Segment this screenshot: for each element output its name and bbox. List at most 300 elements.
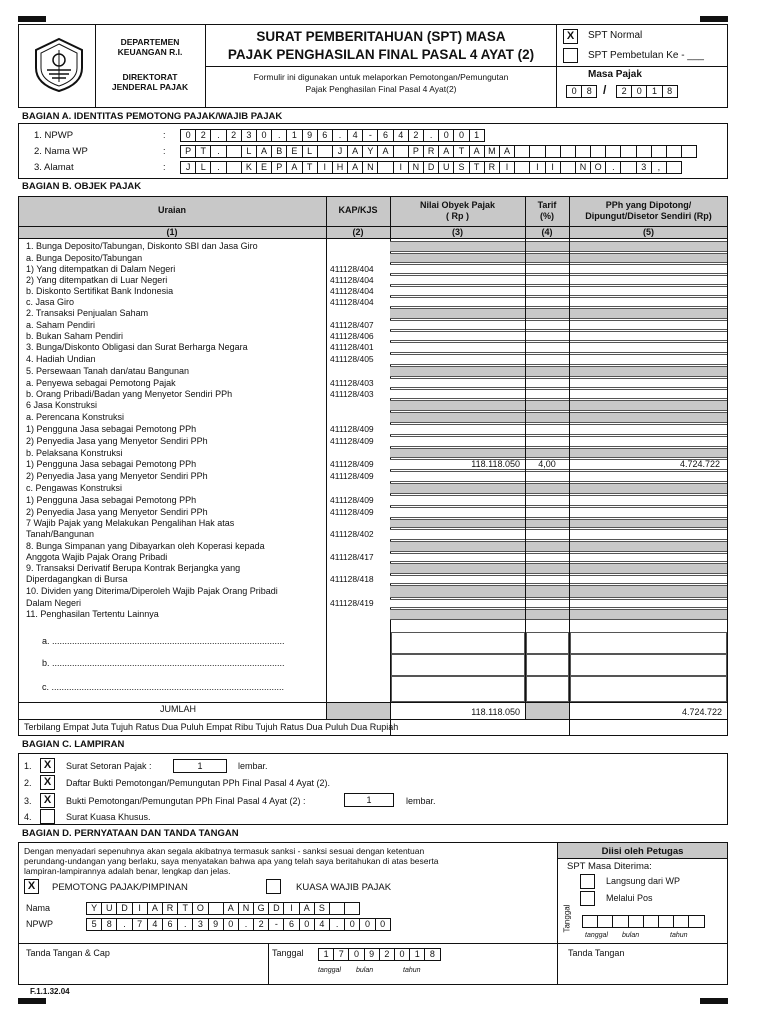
npwp-label: 1. NPWP <box>34 130 74 141</box>
char-cell[interactable] <box>628 915 644 928</box>
char-cell[interactable]: 0 <box>631 85 647 98</box>
char-cell[interactable]: G <box>253 902 269 915</box>
char-cell[interactable]: - <box>268 918 284 931</box>
header-nilai: Nilai Obyek Pajak <box>419 200 496 210</box>
char-cell[interactable]: 0 <box>299 918 315 931</box>
char-cell[interactable] <box>514 161 530 174</box>
table-row <box>22 518 728 528</box>
char-cell[interactable]: 1 <box>646 85 662 98</box>
registration-mark <box>18 998 46 1004</box>
pos-label: Melalui Pos <box>606 893 653 903</box>
directorate-2: JENDERAL PAJAK <box>111 82 189 92</box>
nama-label: 2. Nama WP <box>34 146 88 157</box>
char-cell[interactable]: 9 <box>208 918 224 931</box>
row-k: 411128/417 <box>330 552 374 562</box>
form-desc-2: Pajak Penghasilan Final Pasal 4 Ayat(2) <box>305 84 457 94</box>
char-cell[interactable]: 2 <box>379 948 395 961</box>
char-cell[interactable] <box>317 145 333 158</box>
char-cell[interactable]: A <box>286 161 302 174</box>
row-u: Diperdagangkan di Bursa <box>26 574 128 584</box>
char-cell[interactable]: P <box>408 145 424 158</box>
table-row <box>22 307 728 319</box>
char-cell[interactable]: N <box>238 902 254 915</box>
lampiran-ssp-count[interactable]: 1 <box>173 759 227 773</box>
row-u: 3. Bunga/Diskonto Obligasi dan Surat Berharga Negara <box>26 342 248 352</box>
char-cell[interactable] <box>514 145 530 158</box>
row-k: 411128/409 <box>330 424 374 434</box>
char-cell[interactable]: A <box>377 145 393 158</box>
char-cell[interactable] <box>681 145 697 158</box>
char-cell[interactable]: - <box>362 129 378 142</box>
char-cell[interactable]: N <box>575 161 591 174</box>
char-cell[interactable]: U <box>101 902 117 915</box>
row-u: a. Saham Pendiri <box>26 319 96 330</box>
table-row <box>22 562 728 574</box>
char-cell[interactable] <box>643 915 659 928</box>
header-pph: PPh yang Dipotong/ <box>605 200 692 210</box>
table-row <box>22 435 728 447</box>
char-cell[interactable]: . <box>210 161 226 174</box>
col-num-4: (4) <box>541 227 553 237</box>
row-u: Tanah/Bangunan <box>26 529 95 539</box>
lampiran-daftar-label: Daftar Bukti Pemotongan/Pemungutan PPh Final Pasal 4 Ayat (2). <box>66 778 330 788</box>
lain-a: a. ............................................................................................. <box>42 636 285 646</box>
petugas-title: Diisi oleh Petugas <box>601 846 684 857</box>
char-cell[interactable]: A <box>438 145 454 158</box>
char-cell[interactable] <box>605 145 621 158</box>
lampiran-bukti-label: Bukti Pemotongan/Pemungutan PPh Final Pasal 4 Ayat (2) : <box>66 796 306 806</box>
char-cell[interactable]: 3 <box>241 129 257 142</box>
row-n[interactable]: 118.118.050 <box>471 459 520 469</box>
char-cell[interactable]: S <box>453 161 469 174</box>
masa-slash: / <box>603 83 607 97</box>
char-cell[interactable]: 2 <box>226 129 242 142</box>
table-row <box>22 447 728 458</box>
table-row <box>22 365 728 377</box>
penandatangan-npwp-label: NPWP <box>26 919 53 929</box>
row-k: 411128/404 <box>330 263 374 274</box>
char-cell[interactable] <box>226 161 242 174</box>
char-cell[interactable]: 0 <box>180 129 196 142</box>
char-cell[interactable]: Y <box>86 902 102 915</box>
char-cell[interactable]: 1 <box>286 129 302 142</box>
char-cell[interactable]: K <box>241 161 257 174</box>
masa-pajak-label: Masa Pajak <box>588 69 642 80</box>
statement-line-3: lampiran-lampirannya adalah benar, lengkap dan jelas. <box>24 866 231 876</box>
table-row <box>22 377 728 388</box>
row-k: 411128/401 <box>330 342 374 352</box>
row-k: 411128/404 <box>330 296 374 307</box>
char-cell[interactable]: L <box>241 145 257 158</box>
col-num-2: (2) <box>352 227 364 237</box>
char-cell[interactable]: 3 <box>636 161 652 174</box>
row-k: 411128/404 <box>330 285 374 296</box>
row-u: 1) Pengguna Jasa sebagai Pemotong PPh <box>26 424 197 434</box>
char-cell[interactable]: 1 <box>469 129 485 142</box>
statement-line-2: perundang-undangan yang berlaku, saya menyatakan bahwa apa yang telah saya beritahukan di atas beserta <box>24 856 439 866</box>
char-cell[interactable]: 4 <box>314 918 330 931</box>
section-b-title: BAGIAN B. OBJEK PAJAK <box>22 181 142 192</box>
char-cell[interactable]: 4 <box>147 918 163 931</box>
char-cell[interactable]: D <box>268 902 284 915</box>
char-cell[interactable]: I <box>393 161 409 174</box>
char-cell[interactable]: . <box>329 918 345 931</box>
spt-pembetulan-label: SPT Pembetulan Ke - ___ <box>588 50 704 61</box>
row-k: 411128/407 <box>330 319 374 330</box>
char-cell[interactable] <box>560 145 576 158</box>
row-u: 2) Penyedia Jasa yang Menyetor Sendiri PPh <box>26 471 208 481</box>
char-cell[interactable]: O <box>590 161 606 174</box>
char-cell[interactable]: 2 <box>195 129 211 142</box>
char-cell[interactable]: I <box>132 902 148 915</box>
char-cell[interactable]: 1 <box>318 948 334 961</box>
char-cell[interactable]: U <box>438 161 454 174</box>
langsung-checkbox[interactable] <box>580 874 595 889</box>
char-cell[interactable]: A <box>347 161 363 174</box>
table-row <box>22 552 728 562</box>
row-k: 411128/404 <box>330 274 374 285</box>
char-cell[interactable] <box>393 145 409 158</box>
table-row <box>22 274 728 285</box>
spt-diterima-label: SPT Masa Diterima: <box>567 861 652 872</box>
char-cell[interactable] <box>673 915 689 928</box>
header-uraian: Uraian <box>157 205 186 215</box>
char-cell[interactable] <box>329 902 345 915</box>
char-cell[interactable]: P <box>271 161 287 174</box>
table-row <box>22 285 728 296</box>
lampiran-bukti-checkbox[interactable]: X <box>40 793 55 808</box>
row-u: 9. Transaksi Derivatif Berupa Kontrak Berjangka yang <box>26 563 241 573</box>
table-row <box>22 598 728 608</box>
char-cell[interactable] <box>590 145 606 158</box>
char-cell[interactable] <box>560 161 576 174</box>
char-cell[interactable]: O <box>192 902 208 915</box>
char-cell[interactable] <box>612 915 628 928</box>
char-cell[interactable]: R <box>484 161 500 174</box>
section-a-title: BAGIAN A. IDENTITAS PEMOTONG PAJAK/WAJIB PAJAK <box>22 111 283 122</box>
char-cell[interactable]: 6 <box>162 918 178 931</box>
registration-mark <box>700 16 728 22</box>
char-cell[interactable] <box>597 915 613 928</box>
table-row <box>22 296 728 307</box>
char-cell[interactable] <box>208 902 224 915</box>
char-cell[interactable]: 7 <box>333 948 349 961</box>
penandatangan-nama-cells[interactable] <box>86 902 359 915</box>
registration-mark <box>700 998 728 1004</box>
char-cell[interactable]: 3 <box>192 918 208 931</box>
jumlah-pph: 4.724.722 <box>681 707 722 717</box>
row-k: 411128/409 <box>330 459 374 469</box>
row-u: b. Diskonto Sertifikat Bank Indonesia <box>26 285 174 296</box>
char-cell[interactable]: 0 <box>438 129 454 142</box>
char-cell[interactable]: 0 <box>375 918 391 931</box>
char-cell[interactable]: 2 <box>253 918 269 931</box>
char-cell[interactable]: 8 <box>581 85 597 98</box>
dept-name-2: KEUANGAN R.I. <box>117 47 183 57</box>
row-u: 2) Yang ditempatkan di Luar Negeri <box>26 274 168 285</box>
row-u: 7 Wajib Pajak yang Melakukan Pengalihan Hak atas <box>26 518 235 528</box>
table-row <box>22 399 728 411</box>
char-cell[interactable]: E <box>286 145 302 158</box>
row-u: 1) Pengguna Jasa sebagai Pemotong PPh <box>26 495 197 505</box>
row-p[interactable]: 4.724.722 <box>679 459 720 469</box>
lampiran-kuasa-label: Surat Kuasa Khusus. <box>66 812 151 822</box>
row-k: 411128/418 <box>330 574 374 584</box>
masa-month-cells[interactable] <box>566 85 596 98</box>
table-row <box>22 423 728 435</box>
row-u: Dalam Negeri <box>26 598 82 608</box>
row-k: 411128/409 <box>330 436 374 446</box>
char-cell[interactable]: J <box>180 161 196 174</box>
char-cell[interactable]: R <box>162 902 178 915</box>
char-cell[interactable]: D <box>423 161 439 174</box>
table-row <box>22 482 728 494</box>
char-cell[interactable]: 9 <box>302 129 318 142</box>
char-cell[interactable] <box>344 902 360 915</box>
char-cell[interactable]: 8 <box>662 85 678 98</box>
char-cell[interactable]: D <box>116 902 132 915</box>
char-cell[interactable] <box>377 161 393 174</box>
char-cell[interactable]: A <box>499 145 515 158</box>
penandatangan-nama-label: Nama <box>26 903 51 913</box>
char-cell[interactable]: P <box>180 145 196 158</box>
kuasa-checkbox[interactable] <box>266 879 281 894</box>
char-cell[interactable]: T <box>453 145 469 158</box>
table-row <box>22 319 728 330</box>
statement-line-1: Dengan menyadari sepenuhnya akan segala akibatnya termasuk sanksi - sanksi sesuai dengan ketentuan <box>24 846 425 856</box>
char-cell[interactable]: 2 <box>408 129 424 142</box>
char-cell[interactable]: Y <box>362 145 378 158</box>
char-cell[interactable]: . <box>210 129 226 142</box>
char-cell[interactable]: 2 <box>616 85 632 98</box>
char-cell[interactable]: E <box>256 161 272 174</box>
char-cell[interactable] <box>658 915 674 928</box>
char-cell[interactable] <box>636 145 652 158</box>
char-cell[interactable]: . <box>238 918 254 931</box>
row-u: c. Jasa Giro <box>26 296 75 307</box>
row-k: 411128/406 <box>330 330 374 341</box>
nama-wp-cells[interactable] <box>180 145 696 158</box>
row-k: 411128/405 <box>330 354 374 364</box>
garuda-emblem <box>30 36 88 94</box>
row-k: 411128/403 <box>330 388 374 399</box>
row-u: b. Bukan Saham Pendiri <box>26 330 124 341</box>
char-cell[interactable]: A <box>299 902 315 915</box>
char-cell[interactable] <box>620 145 636 158</box>
directorate-1: DIREKTORAT <box>122 72 178 82</box>
char-cell[interactable]: S <box>314 902 330 915</box>
char-cell[interactable]: 5 <box>86 918 102 931</box>
char-cell[interactable]: N <box>362 161 378 174</box>
table-row <box>22 528 728 540</box>
alamat-cells[interactable] <box>180 161 681 174</box>
char-cell[interactable]: 0 <box>256 129 272 142</box>
table-row <box>22 330 728 341</box>
form-desc-1: Formulir ini digunakan untuk melaporkan Pemotongan/Pemungutan <box>253 72 509 82</box>
char-cell[interactable]: T <box>177 902 193 915</box>
petugas-tanggal-cells[interactable] <box>582 915 704 928</box>
char-cell[interactable]: A <box>147 902 163 915</box>
section-d-title: BAGIAN D. PERNYATAAN DAN TANDA TANGAN <box>22 828 239 839</box>
char-cell[interactable]: 0 <box>223 918 239 931</box>
char-cell[interactable]: T <box>302 161 318 174</box>
char-cell[interactable]: 6 <box>283 918 299 931</box>
char-cell[interactable]: 0 <box>453 129 469 142</box>
char-cell[interactable]: I <box>545 161 561 174</box>
row-u: a. Perencana Konstruksi <box>26 412 125 422</box>
alamat-label: 3. Alamat <box>34 162 74 173</box>
char-cell[interactable]: I <box>283 902 299 915</box>
lampiran-daftar-checkbox[interactable]: X <box>40 775 55 790</box>
tanggal-vertical-label: Tanggal <box>562 904 572 933</box>
spt-pembetulan-checkbox[interactable] <box>563 48 578 63</box>
tanggal-cells[interactable] <box>318 948 440 961</box>
char-cell[interactable]: A <box>256 145 272 158</box>
header-kap: KAP/KJS <box>338 205 378 215</box>
row-u: 2) Penyedia Jasa yang Menyetor Sendiri PPh <box>26 436 208 446</box>
table-row <box>22 240 728 252</box>
spt-normal-checkbox[interactable]: X <box>563 29 578 44</box>
row-u: a. Bunga Deposito/Tabungan <box>26 252 143 263</box>
char-cell[interactable]: 8 <box>424 948 440 961</box>
char-cell[interactable]: 7 <box>132 918 148 931</box>
char-cell[interactable]: . <box>271 129 287 142</box>
row-k: 411128/409 <box>330 495 374 505</box>
char-cell[interactable]: . <box>423 129 439 142</box>
row-t[interactable]: 4,00 <box>538 459 556 469</box>
char-cell[interactable]: 8 <box>101 918 117 931</box>
table-row <box>22 608 728 620</box>
char-cell[interactable]: L <box>302 145 318 158</box>
char-cell[interactable]: . <box>605 161 621 174</box>
row-k: 411128/409 <box>330 471 374 481</box>
registration-mark <box>18 16 46 22</box>
penandatangan-npwp-cells[interactable] <box>86 918 390 931</box>
char-cell[interactable] <box>529 145 545 158</box>
row-u: 2) Penyedia Jasa yang Menyetor Sendiri PPh <box>26 507 208 517</box>
form-title-1: SURAT PEMBERITAHUAN (SPT) MASA <box>256 29 506 44</box>
char-cell[interactable]: 0 <box>344 918 360 931</box>
row-u: 8. Bunga Simpanan yang Dibayarkan oleh Koperasi kepada <box>26 541 265 551</box>
pos-checkbox[interactable] <box>580 891 595 906</box>
masa-year-cells[interactable] <box>616 85 677 98</box>
lampiran-ssp-label: Surat Setoran Pajak : <box>66 761 152 771</box>
char-cell[interactable]: 0 <box>348 948 364 961</box>
ttd-petugas-label: Tanda Tangan <box>568 948 625 958</box>
char-cell[interactable]: A <box>223 902 239 915</box>
row-u: c. Pengawas Konstruksi <box>26 483 123 493</box>
spt-normal-label: SPT Normal <box>588 30 643 41</box>
row-u: 1) Pengguna Jasa sebagai Pemotong PPh <box>26 459 197 469</box>
row-k: 411128/409 <box>330 507 374 517</box>
lampiran-bukti-count[interactable]: 1 <box>344 793 394 807</box>
char-cell[interactable]: . <box>177 918 193 931</box>
char-cell[interactable] <box>651 145 667 158</box>
char-cell[interactable]: H <box>332 161 348 174</box>
char-cell[interactable]: 4 <box>393 129 409 142</box>
jumlah-label: JUMLAH <box>160 704 197 714</box>
kuasa-label: KUASA WAJIB PAJAK <box>296 882 392 893</box>
langsung-label: Langsung dari WP <box>606 876 681 886</box>
table-row <box>22 411 728 423</box>
section-c-title: BAGIAN C. LAMPIRAN <box>22 739 125 750</box>
char-cell[interactable]: M <box>484 145 500 158</box>
table-row <box>22 574 728 584</box>
char-cell[interactable]: 0 <box>359 918 375 931</box>
char-cell[interactable] <box>620 161 636 174</box>
char-cell[interactable]: L <box>195 161 211 174</box>
char-cell[interactable] <box>582 915 598 928</box>
table-row <box>22 584 728 598</box>
npwp-cells[interactable] <box>180 129 484 142</box>
char-cell[interactable]: A <box>347 145 363 158</box>
char-cell[interactable] <box>545 145 561 158</box>
row-u: 1) Yang ditempatkan di Dalam Negeri <box>26 263 176 274</box>
char-cell[interactable]: A <box>469 145 485 158</box>
char-cell[interactable]: 0 <box>394 948 410 961</box>
pemotong-label: PEMOTONG PAJAK/PIMPINAN <box>52 882 188 893</box>
header-tarif: Tarif <box>537 200 557 210</box>
terbilang: Terbilang Empat Juta Tujuh Ratus Dua Puluh Empat Ribu Tujuh Ratus Dua Puluh Dua Rupiah <box>24 722 399 732</box>
row-u: 11. Penghasilan Tertentu Lainnya <box>26 609 159 619</box>
col-num-3: (3) <box>452 227 463 237</box>
char-cell[interactable]: . <box>332 129 348 142</box>
char-cell[interactable]: , <box>651 161 667 174</box>
char-cell[interactable]: T <box>469 161 485 174</box>
jumlah-nilai: 118.118.050 <box>471 707 520 717</box>
row-u: 2. Transaksi Penjualan Saham <box>26 308 149 318</box>
char-cell[interactable]: B <box>271 145 287 158</box>
lampiran-kuasa-checkbox[interactable] <box>40 809 55 824</box>
row-k: 411128/403 <box>330 377 374 388</box>
char-cell[interactable] <box>666 145 682 158</box>
char-cell[interactable]: I <box>529 161 545 174</box>
table-row <box>22 341 728 353</box>
row-u: 1. Bunga Deposito/Tabungan, Diskonto SBI dan Jasa Giro <box>26 241 258 251</box>
char-cell[interactable]: T <box>195 145 211 158</box>
char-cell[interactable]: I <box>317 161 333 174</box>
col-num-1: (1) <box>166 227 178 237</box>
ttd-cap-label: Tanda Tangan & Cap <box>26 948 110 958</box>
char-cell[interactable] <box>688 915 704 928</box>
row-u: 6 Jasa Konstruksi <box>26 400 98 410</box>
table-row <box>22 252 728 263</box>
char-cell[interactable]: 9 <box>364 948 380 961</box>
dept-name-1: DEPARTEMEN <box>120 37 180 47</box>
char-cell[interactable] <box>226 145 242 158</box>
char-cell[interactable]: . <box>116 918 132 931</box>
char-cell[interactable] <box>575 145 591 158</box>
col-num-5: (5) <box>643 227 654 237</box>
char-cell[interactable]: 4 <box>347 129 363 142</box>
char-cell[interactable]: N <box>408 161 424 174</box>
table-row <box>22 470 728 482</box>
char-cell[interactable]: 1 <box>409 948 425 961</box>
char-cell[interactable]: R <box>423 145 439 158</box>
char-cell[interactable]: . <box>210 145 226 158</box>
char-cell[interactable]: I <box>499 161 515 174</box>
row-u: 10. Dividen yang Diterima/Diperoleh Wajib Pajak Orang Pribadi <box>26 586 278 596</box>
char-cell[interactable]: J <box>332 145 348 158</box>
table-row <box>22 263 728 274</box>
pemotong-checkbox[interactable]: X <box>24 879 39 894</box>
char-cell[interactable]: 6 <box>377 129 393 142</box>
form-title-2: PAJAK PENGHASILAN FINAL PASAL 4 AYAT (2) <box>227 47 535 62</box>
lampiran-ssp-checkbox[interactable]: X <box>40 758 55 773</box>
char-cell[interactable]: 6 <box>317 129 333 142</box>
char-cell[interactable] <box>666 161 682 174</box>
char-cell[interactable]: 0 <box>566 85 582 98</box>
